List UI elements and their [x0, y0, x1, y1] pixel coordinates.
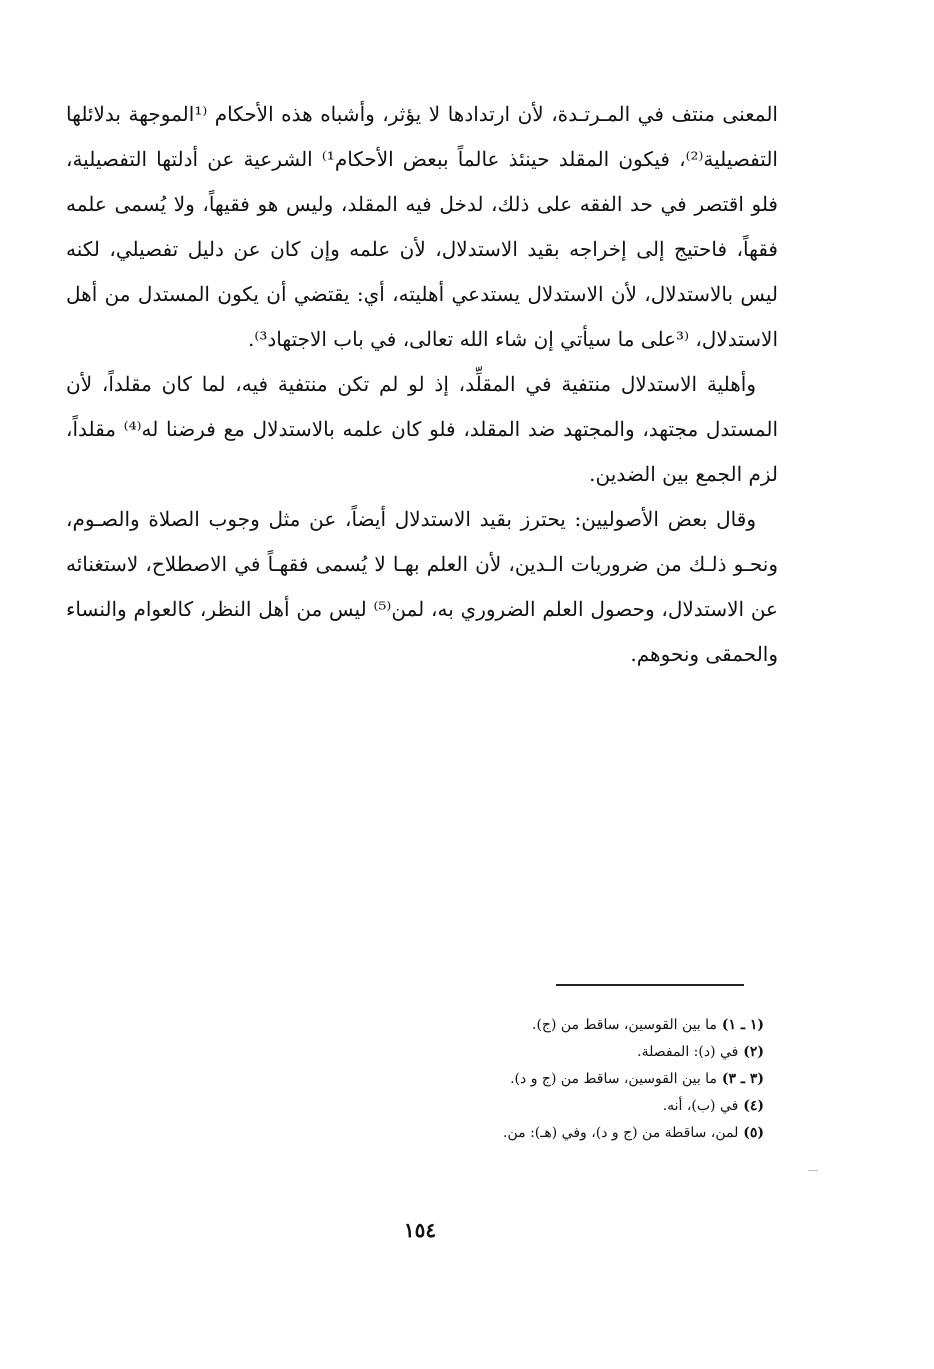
footnote-text: في (د): المفصلة.: [637, 1044, 739, 1060]
footnote-number: (١ ـ ١): [721, 1017, 764, 1033]
footnote-number: (٢): [743, 1044, 764, 1060]
scan-edge-mark: [808, 1170, 818, 1171]
footnote-separator: [556, 984, 744, 986]
footnote-text: ما بين القوسين، ساقط من (ج و د).: [510, 1071, 717, 1087]
main-text: [66, 92, 778, 677]
paragraph-2: وأهلية الاستدلال منتفية في المقلِّد، إذ لو لم تكن منتفية فيه، لما كان مقلداً، لأن المستدل مجتهد، والمجتهد ضد المقلد، فلو كان علمه بالاستدلال مع فرضنا له⁽⁴⁾ مقلداً، لزم الجمع بين الضدين.: [66, 372, 779, 486]
paragraph-3: وقال بعض الأصوليين: يحترز بقيد الاستدلال أيضاً، عن مثل وجوب الصلاة والصـوم، ونحـو ذلـك من ضروريات الـدين، لأن العلم بهـا لا يُسمى فقهـاً في الاصطلاح، لاستغنائه عن الاستدلال، وحصول العلم الضروري به، لمن⁽⁵⁾ ليس من أهل النظر، كالعوام والنساء والحمقى ونحوهم.: [66, 507, 778, 666]
footnote-3: [300, 1066, 764, 1093]
footnote-text: ما بين القوسين، ساقط من (ج).: [532, 1017, 717, 1033]
footnote-number: (٥): [743, 1125, 764, 1141]
footnote-text: لمن، ساقطة من (ج و د)، وفي (هـ): من.: [503, 1125, 739, 1141]
footnote-2: [300, 1039, 764, 1066]
footnote-text: في (ب)، أنه.: [662, 1098, 739, 1114]
footnote-number: (٣ ـ ٣): [721, 1071, 764, 1087]
paragraph-1: المعنى منتف في المـرتـدة، لأن ارتدادها لا يؤثر، وأشباه هذه الأحكام ⁽¹الموجهة بدلائلها التفصيلية⁽²⁾، فيكون المقلد حينئذ عالماً ببعض الأحكام¹⁾ الشرعية عن أدلتها التفصيلية، فلو اقتصر في حد الفقه على ذلك، لدخل فيه المقلد، وليس هو فقيهاً، ولا يُسمى علمه فقهاً، فاحتيج إلى إخراجه بقيد الاستدلال، لأن علمه وإن كان عن دليل تفصيلي، لكنه ليس بالاستدلال، لأن الاستدلال يستدعي أهليته، أي: يقتضي أن يكون المستدل من أهل الاستدلال، ⁽³على ما سيأتي إن شاء الله تعالى، في باب الاجتهاد³⁾.: [66, 102, 778, 351]
footnote-5: [300, 1120, 764, 1147]
footnote-number: (٤): [743, 1098, 764, 1114]
footnote-4: [300, 1093, 764, 1120]
page-number: ١٥٤: [403, 1218, 437, 1242]
footnotes: [300, 1012, 764, 1147]
footnote-1: [300, 1012, 764, 1039]
